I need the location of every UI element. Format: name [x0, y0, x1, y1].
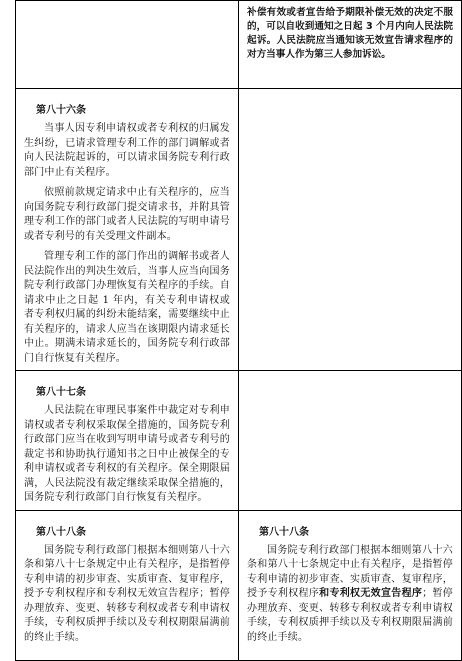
article-paragraph: 当事人因专利申请权或者专利权的归属发生纠纷，已请求管理专利工作的部门调解或者向人民法院起诉的，可以请求国务院专利行政部门中止有关程序。 [24, 123, 230, 178]
paragraph-text: 国务院专利行政部门根据本细则第八十六条和第八十七条规定中止有关程序，是指暂停专利申请的初步审查、实质审查、复审程序，授予专利权程序 [247, 544, 453, 599]
right-cell [239, 89, 462, 371]
article-paragraph: 依照前款规定请求中止有关程序的，应当向国务院专利行政部门提交请求书，并附具管理专利工作的部门或者人民法院的写明申请号或者专利号的有关受理文件副本。 [24, 187, 230, 242]
left-cell [16, 510, 239, 660]
article-paragraph: 管理专利工作的部门作出的调解书或者人民法院作出的判决生效后，当事人应当向国务院专利行政部门办理恢复有关程序的手续。自请求中止之日起 1 年内，有关专利申请权或者专利权归属的纠纷未能结案，需要继续中止有关程序的，请求人应当在该期限内请求延长中止。期满未请求延长的，国务院专利行政部门自行恢复有关程序。 [24, 251, 230, 364]
amended-text: 补偿有效或者宣告给予期限补偿无效的决定不服的，可以自收到通知之日起 3 个月内向人民法院起诉。人民法院应当通知该无效宣告请求程序的对方当事人作为第三人参加诉讼。 [247, 7, 453, 60]
article-title: 第八十八条 [36, 526, 86, 538]
paragraph-text: ；暂停办理放弃、变更、转移专利权或者专利申请权手续，专利权质押手续以及专利权期限届满前的终止手续。 [247, 588, 453, 643]
right-cell [239, 371, 462, 511]
left-cell [16, 1, 239, 89]
table-row [16, 89, 462, 371]
amended-highlight: 和专利权无效宣告程序 [319, 588, 423, 599]
left-cell [16, 89, 239, 371]
table-row [16, 371, 462, 511]
article-title: 第八十七条 [36, 387, 86, 398]
article-paragraph: 国务院专利行政部门根据本细则第八十六条和第八十七条规定中止有关程序，是指暂停专利申请的初步审查、实质审查、复审程序，授予专利权程序和专利权无效宣告程序；暂停办理放弃、变更、转移专利权或者专利申请权手续，专利权质押手续以及专利权期限届满前的终止手续。 [24, 544, 230, 643]
comparison-table [15, 0, 462, 661]
article-title: 第八十八条 [259, 526, 309, 538]
right-cell [239, 510, 462, 660]
table-row [16, 1, 462, 89]
left-cell [16, 371, 239, 511]
table-row [16, 510, 462, 660]
article-paragraph: 人民法院在审理民事案件中裁定对专利申请权或者专利权采取保全措施的，国务院专利行政部门应当在收到写明申请号或者专利号的裁定书和协助执行通知书之日中止被保全的专利申请权或者专利权的有关程序。保全期限届满，人民法院没有裁定继续采取保全措施的，国务院专利行政部门自行恢复有关程序。 [24, 405, 230, 503]
article-title: 第八十六条 [36, 105, 86, 116]
article-paragraph [247, 544, 453, 646]
right-cell [239, 1, 462, 89]
